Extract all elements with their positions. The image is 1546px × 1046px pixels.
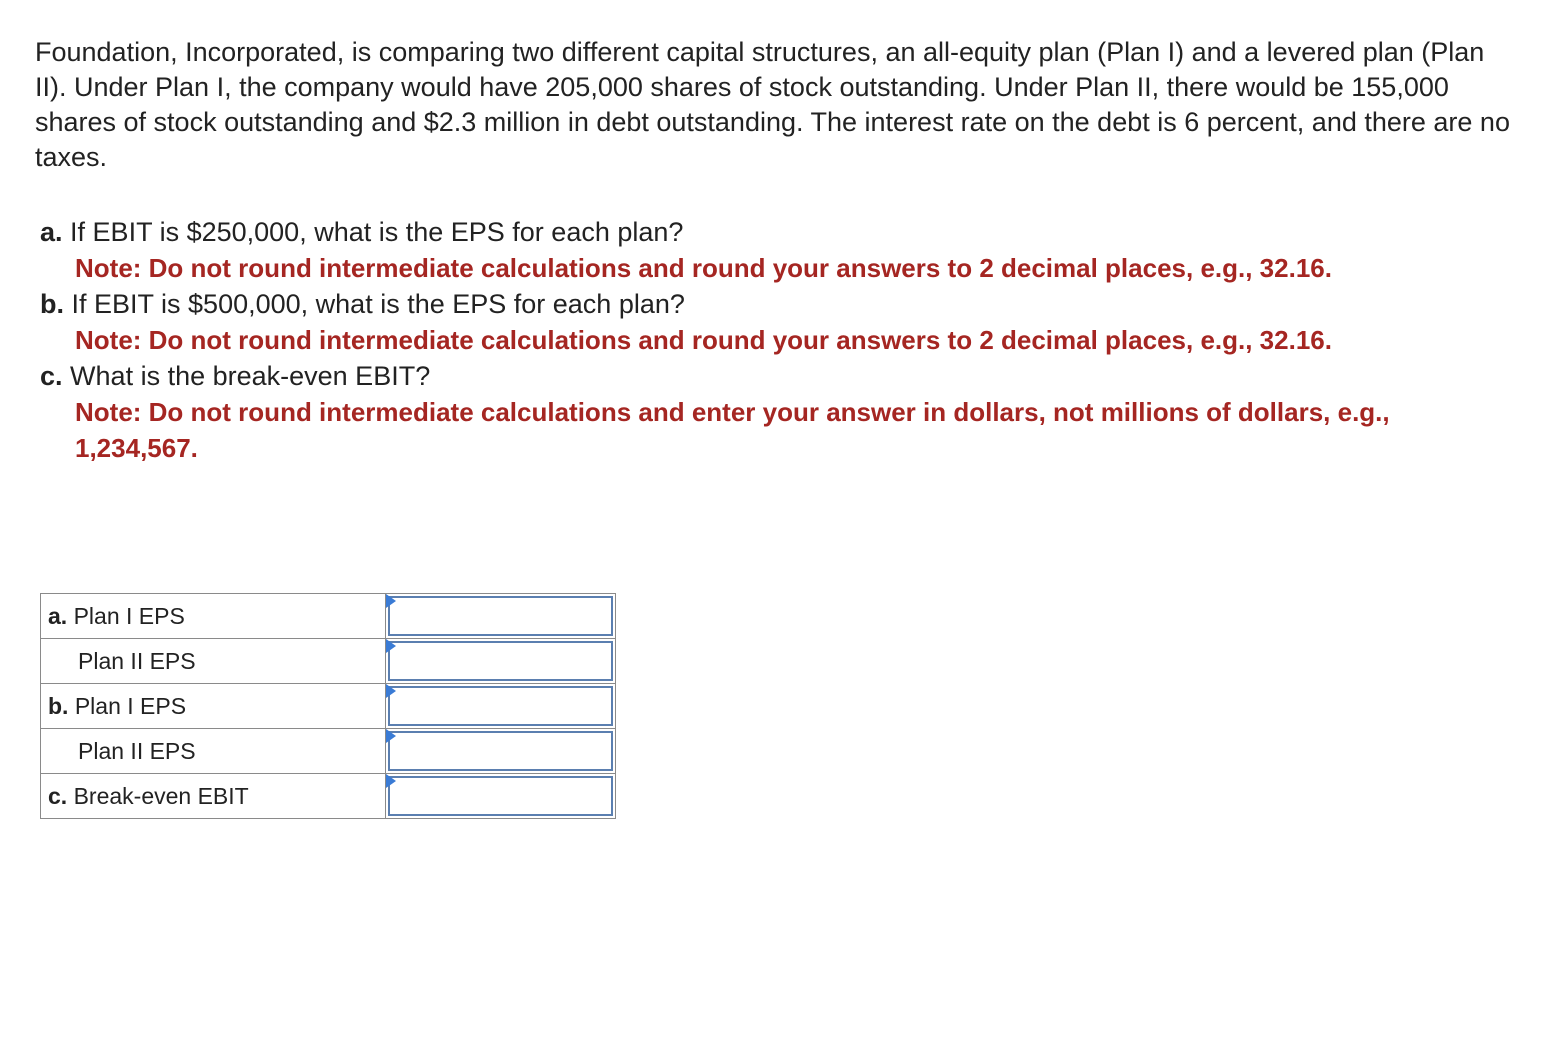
- table-row: [41, 729, 616, 774]
- row-label-text: Plan I EPS: [74, 693, 187, 719]
- answer-cell: [386, 774, 616, 819]
- question-b: [40, 286, 1500, 358]
- table-row: [41, 639, 616, 684]
- answer-input-box: [388, 596, 613, 636]
- flag-marker-icon: [386, 594, 396, 608]
- question-note: Note: Do not round intermediate calculations and enter your answer in dollars, not millions of dollars, e.g., 1,234,567.: [75, 397, 1390, 463]
- plan-1-eps-b-input[interactable]: [390, 688, 611, 724]
- flag-marker-icon: [386, 639, 396, 653]
- row-label: [41, 729, 386, 774]
- answer-input-box: [388, 731, 613, 771]
- question-letter: a.: [40, 217, 63, 247]
- row-label-text: Plan I EPS: [73, 603, 185, 629]
- question-letter: c.: [40, 361, 63, 391]
- row-label-text: Break-even EBIT: [73, 783, 249, 809]
- question-c: [40, 358, 1500, 466]
- row-label: [41, 639, 386, 684]
- plan-1-eps-a-input[interactable]: [390, 598, 611, 634]
- question-a: [40, 214, 1500, 286]
- question-note: Note: Do not round intermediate calculations and round your answers to 2 decimal places, e.g., 32.16.: [75, 325, 1332, 355]
- question-letter: b.: [40, 289, 64, 319]
- flag-marker-icon: [386, 729, 396, 743]
- row-letter: b.: [48, 693, 69, 719]
- answer-cell: [386, 684, 616, 729]
- table-row: [41, 594, 616, 639]
- question-text: What is the break-even EBIT?: [70, 361, 431, 391]
- answer-cell: [386, 594, 616, 639]
- row-label: [41, 594, 386, 639]
- answer-cell: [386, 729, 616, 774]
- flag-marker-icon: [386, 684, 396, 698]
- question-text: If EBIT is $250,000, what is the EPS for each plan?: [70, 217, 684, 247]
- question-text: If EBIT is $500,000, what is the EPS for each plan?: [71, 289, 685, 319]
- question-list: [40, 214, 1500, 466]
- row-letter: a.: [48, 603, 68, 629]
- row-label-text: Plan II EPS: [78, 648, 196, 674]
- break-even-ebit-input[interactable]: [390, 778, 611, 814]
- plan-2-eps-a-input[interactable]: [390, 643, 611, 679]
- row-label-text: Plan II EPS: [78, 738, 196, 764]
- plan-2-eps-b-input[interactable]: [390, 733, 611, 769]
- problem-statement: Foundation, Incorporated, is comparing two different capital structures, an all-equity plan (Plan I) and a levered plan (Plan II). Under Plan I, the company would have 205,000 shares of stock outstanding. Under Plan II, there would be 155,000 shares of stock outstanding and $2.3 million in debt outstanding. The interest rate on the debt is 6 percent, and there are no taxes.: [35, 37, 1510, 172]
- table-row: [41, 684, 616, 729]
- answer-cell: [386, 639, 616, 684]
- row-label: [41, 774, 386, 819]
- answer-table: [40, 593, 616, 819]
- answer-input-box: [388, 776, 613, 816]
- answer-input-box: [388, 641, 613, 681]
- flag-marker-icon: [386, 774, 396, 788]
- answer-input-box: [388, 686, 613, 726]
- table-row: [41, 774, 616, 819]
- row-letter: c.: [48, 783, 68, 809]
- row-label: [41, 684, 386, 729]
- question-note: Note: Do not round intermediate calculations and round your answers to 2 decimal places, e.g., 32.16.: [75, 253, 1332, 283]
